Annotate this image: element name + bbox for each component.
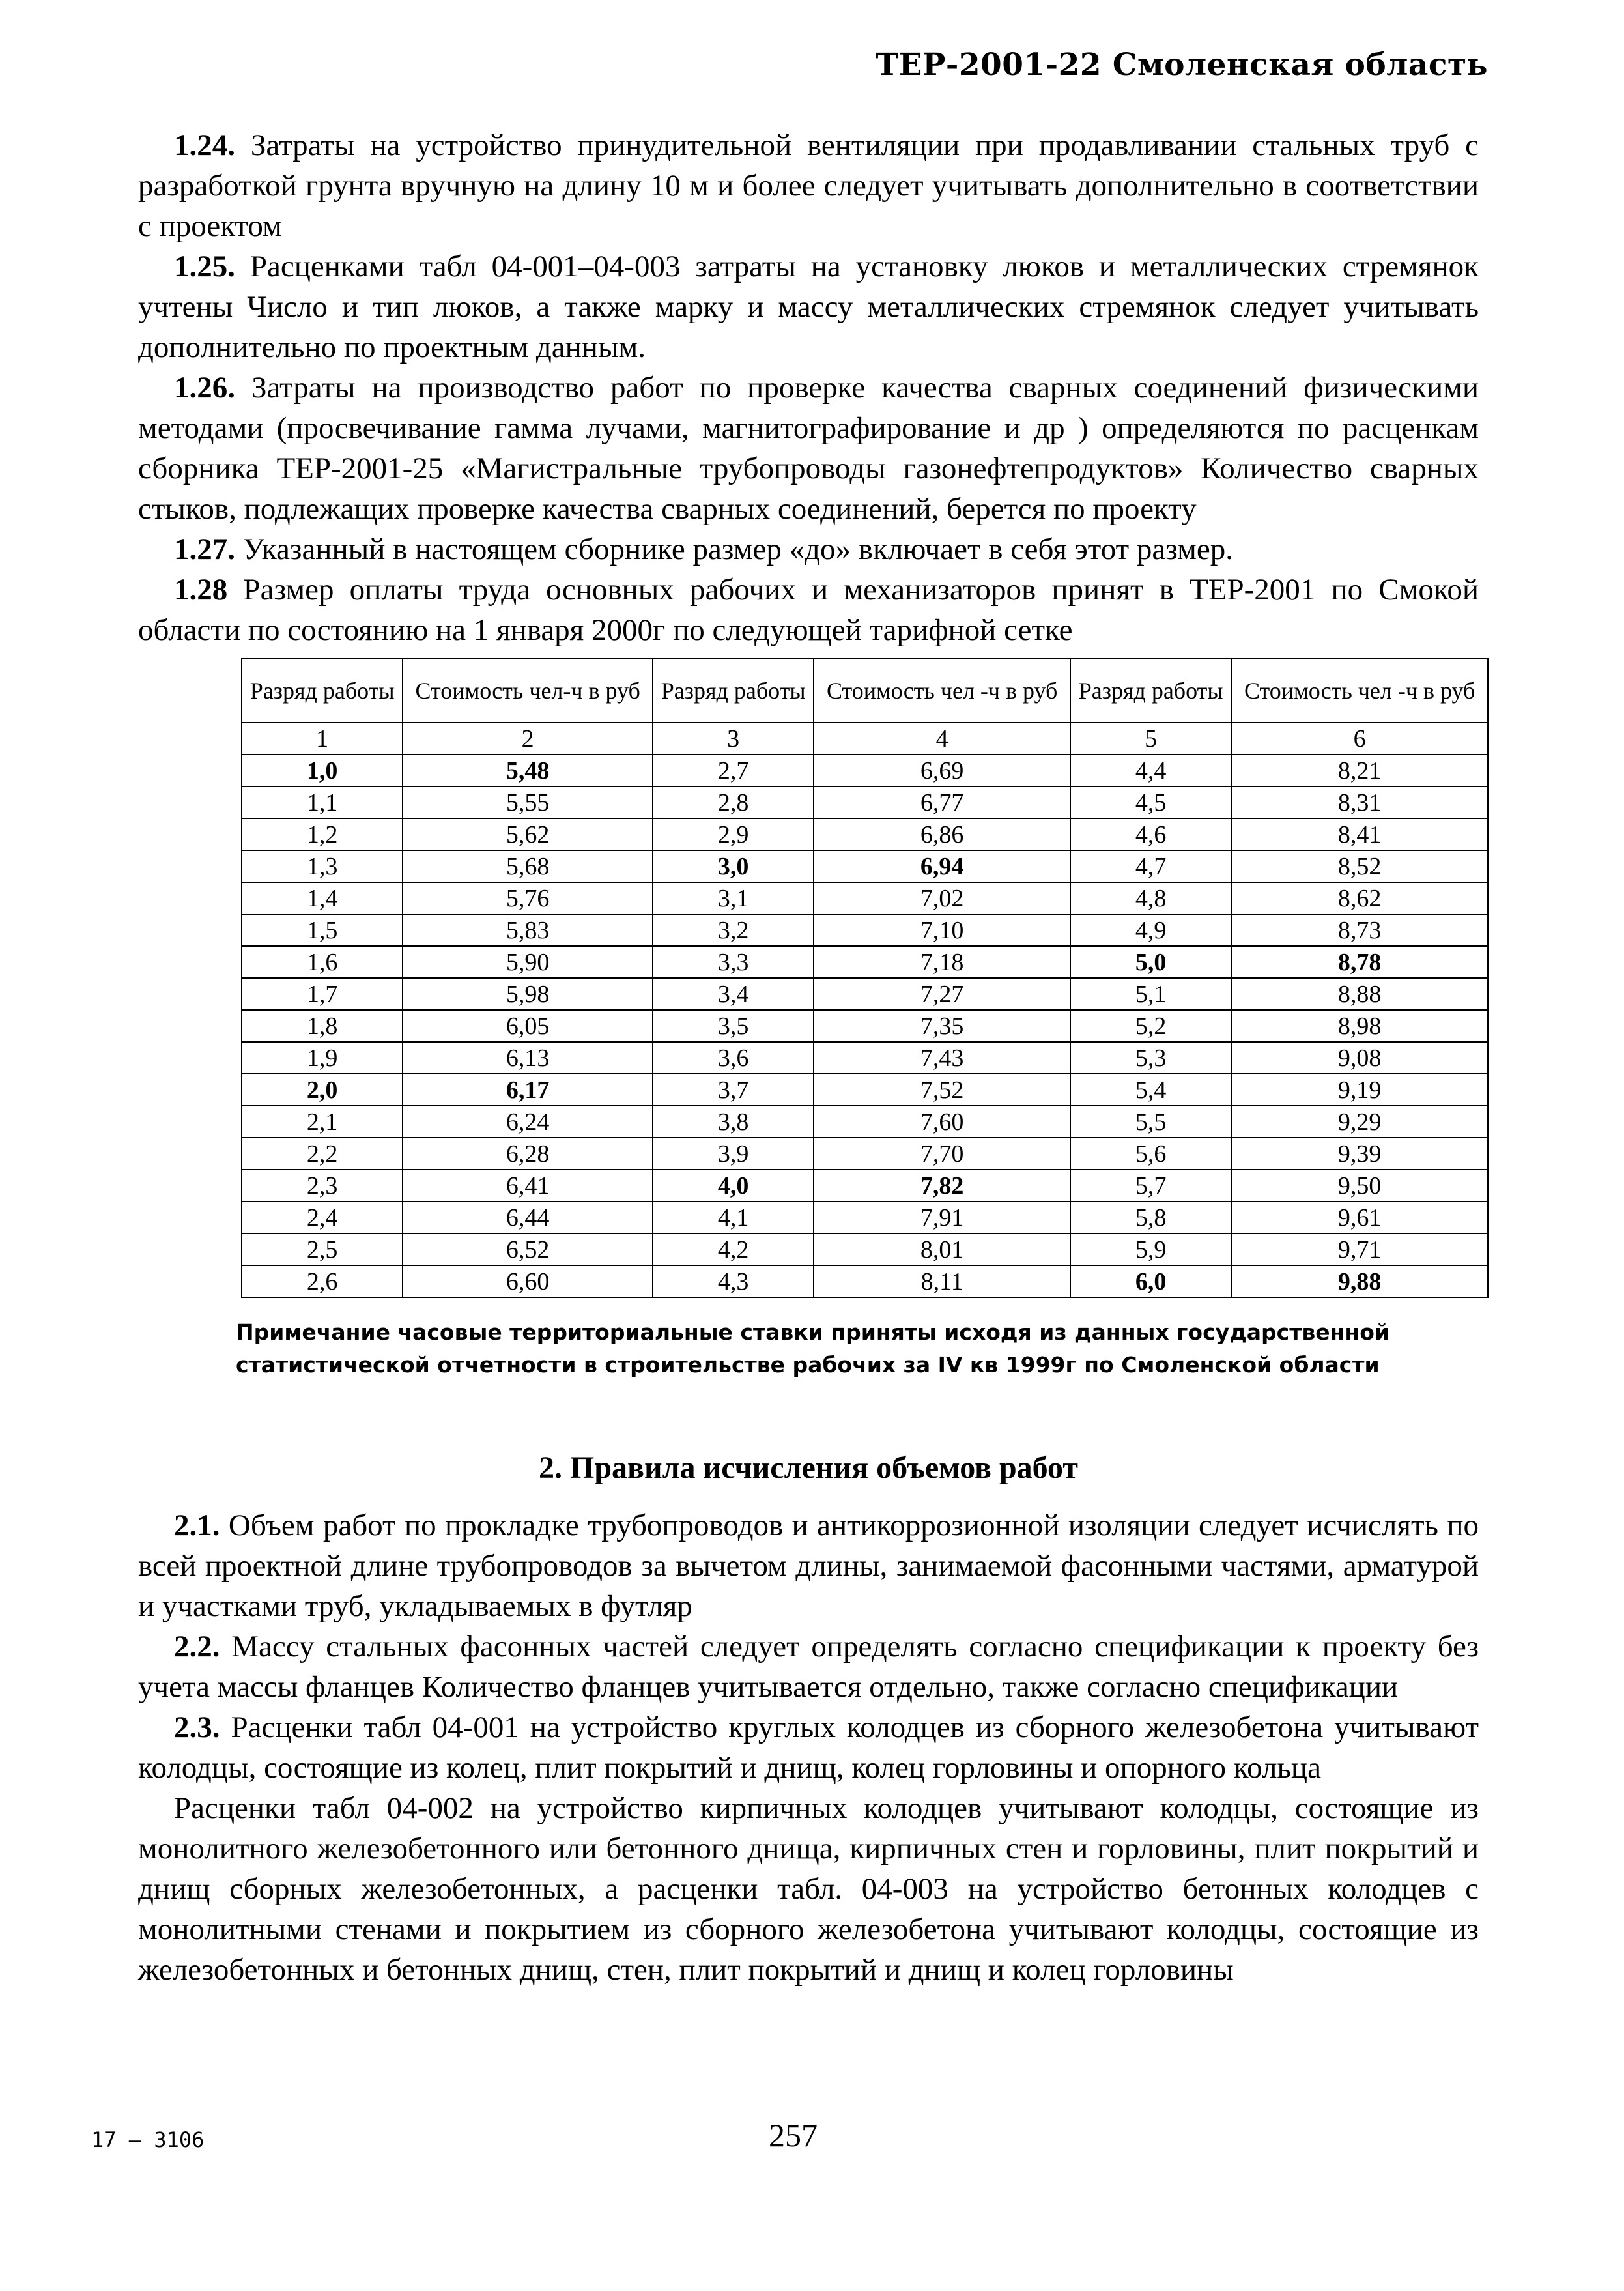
table-cell: 9,08 <box>1231 1042 1488 1074</box>
table-cell: 2,2 <box>242 1138 403 1170</box>
table-cell: 5,83 <box>403 914 653 946</box>
page-header: ТЕР-2001-22 Смоленская область <box>876 47 1488 83</box>
table-cell: 2,0 <box>242 1074 403 1106</box>
table-row <box>242 946 1488 978</box>
table-cell: 3,4 <box>653 978 814 1010</box>
table-cell: 3,0 <box>653 850 814 882</box>
table-cell: 3,7 <box>653 1074 814 1106</box>
table-cell: 1,6 <box>242 946 403 978</box>
table-row <box>242 978 1488 1010</box>
table-cell: 5,1 <box>1070 978 1231 1010</box>
paragraph-text: Указанный в настоящем сборнике размер «до» включает в себя этот размер. <box>242 532 1233 566</box>
table-cell: 8,41 <box>1231 818 1488 850</box>
paragraph-text: Расценками табл 04-001–04-003 затраты на установку люков и металлических стремянок учтены Число и тип люков, а также марку и массу металлических стремянок следует учитывать дополнительно по проектным данным. <box>138 250 1479 364</box>
table-cell: 8,78 <box>1231 946 1488 978</box>
table-cell: 1,0 <box>242 755 403 786</box>
table-cell: 4,2 <box>653 1233 814 1265</box>
table-cell: 7,60 <box>814 1106 1070 1138</box>
paragraph-number: 1.25. <box>174 250 235 283</box>
table-cell: 2,6 <box>242 1265 403 1297</box>
table-header-row <box>242 659 1488 723</box>
table-cell: 9,29 <box>1231 1106 1488 1138</box>
table-cell: 4,4 <box>1070 755 1231 786</box>
table-cell: 9,39 <box>1231 1138 1488 1170</box>
page-number: 257 <box>769 2117 818 2154</box>
table-cell: 2,3 <box>242 1170 403 1202</box>
table-cell: 8,88 <box>1231 978 1488 1010</box>
table-row <box>242 1138 1488 1170</box>
table-cell: 5,90 <box>403 946 653 978</box>
table-cell: 4,1 <box>653 1202 814 1233</box>
table-cell: 5,0 <box>1070 946 1231 978</box>
table-index-row <box>242 723 1488 755</box>
table-cell: 2,1 <box>242 1106 403 1138</box>
table-cell: 5,68 <box>403 850 653 882</box>
table-row <box>242 1010 1488 1042</box>
footer-code: 17 – 3106 <box>91 2127 205 2152</box>
column-index: 4 <box>814 723 1070 755</box>
table-cell: 8,01 <box>814 1233 1070 1265</box>
table-cell: 6,44 <box>403 1202 653 1233</box>
paragraph-1-24 <box>138 125 1479 246</box>
table-cell: 6,17 <box>403 1074 653 1106</box>
paragraph-text: Расценки табл 04-001 на устройство круглых колодцев из сборного железобетона учитывают колодцы, состоящие из колец, плит покрытий и днищ, колец горловины и опорного кольца <box>138 1710 1479 1785</box>
table-row <box>242 914 1488 946</box>
paragraph-1-25 <box>138 246 1479 367</box>
table-cell: 4,7 <box>1070 850 1231 882</box>
paragraph-1-26 <box>138 367 1479 529</box>
table-row <box>242 1265 1488 1297</box>
section-heading: 2. Правила исчисления объемов работ <box>539 1450 1078 1485</box>
paragraph-2-3 <box>138 1707 1479 1788</box>
table-cell: 1,9 <box>242 1042 403 1074</box>
paragraph-2-1 <box>138 1505 1479 1626</box>
column-header: Разряд работы <box>1070 659 1231 723</box>
table-cell: 3,6 <box>653 1042 814 1074</box>
table-cell: 8,62 <box>1231 882 1488 914</box>
paragraph-number: 2.1. <box>174 1508 220 1542</box>
table-cell: 2,5 <box>242 1233 403 1265</box>
table-row <box>242 755 1488 786</box>
table-cell: 8,98 <box>1231 1010 1488 1042</box>
table-cell: 7,82 <box>814 1170 1070 1202</box>
table-note: Примечание часовые территориальные ставки приняты исходя из данных государственной статистической отчетности в строительстве рабочих за IV кв 1999г по Смоленской области <box>236 1319 1390 1377</box>
table-cell: 6,05 <box>403 1010 653 1042</box>
table-cell: 5,2 <box>1070 1010 1231 1042</box>
table-cell: 7,02 <box>814 882 1070 914</box>
table-row <box>242 1042 1488 1074</box>
column-header: Стоимость чел -ч в руб <box>814 659 1070 723</box>
table-cell: 8,52 <box>1231 850 1488 882</box>
table-cell: 6,86 <box>814 818 1070 850</box>
paragraph-text: Размер оплаты труда основных рабочих и механизаторов принят в ТЕР-2001 по Смокой области по состоянию на 1 января 2000г по следующей тарифной сетке <box>138 573 1479 647</box>
paragraph-text: Затраты на производство работ по проверке качества сварных соединений физическими методами (просвечивание гамма лучами, магнитографирование и др ) определяются по расценкам сборника ТЕР-2001-25 «Магистральные трубопроводы газонефтепродуктов» Количество сварных стыков, подлежащих проверке качества сварных соединений, берется по проекту <box>138 371 1479 526</box>
paragraph-number: 1.27. <box>174 532 235 566</box>
paragraph-number: 1.24. <box>174 128 235 162</box>
table-row <box>242 882 1488 914</box>
table-cell: 1,3 <box>242 850 403 882</box>
column-header: Стоимость чел-ч в руб <box>403 659 653 723</box>
table-cell: 9,50 <box>1231 1170 1488 1202</box>
table-cell: 7,18 <box>814 946 1070 978</box>
table-cell: 1,2 <box>242 818 403 850</box>
table-cell: 1,1 <box>242 786 403 818</box>
paragraph-1-28 <box>138 569 1479 650</box>
table-cell: 2,8 <box>653 786 814 818</box>
paragraph-1-27 <box>138 529 1479 569</box>
table-cell: 3,9 <box>653 1138 814 1170</box>
table-row <box>242 786 1488 818</box>
table-cell: 8,21 <box>1231 755 1488 786</box>
table-cell: 7,43 <box>814 1042 1070 1074</box>
table-cell: 6,60 <box>403 1265 653 1297</box>
paragraph-2-3-cont <box>138 1788 1479 1990</box>
table-cell: 7,91 <box>814 1202 1070 1233</box>
table-cell: 6,28 <box>403 1138 653 1170</box>
table-cell: 4,3 <box>653 1265 814 1297</box>
table-cell: 1,8 <box>242 1010 403 1042</box>
table-cell: 5,6 <box>1070 1138 1231 1170</box>
table-cell: 4,5 <box>1070 786 1231 818</box>
table-cell: 3,3 <box>653 946 814 978</box>
table-cell: 1,7 <box>242 978 403 1010</box>
table-cell: 1,4 <box>242 882 403 914</box>
table-cell: 6,13 <box>403 1042 653 1074</box>
column-index: 1 <box>242 723 403 755</box>
paragraph-number: 2.3. <box>174 1710 220 1744</box>
paragraph-number: 1.28 <box>174 573 228 607</box>
table-cell: 9,61 <box>1231 1202 1488 1233</box>
table-cell: 7,27 <box>814 978 1070 1010</box>
table-cell: 5,4 <box>1070 1074 1231 1106</box>
column-index: 2 <box>403 723 653 755</box>
paragraph-number: 1.26. <box>174 371 235 405</box>
table-cell: 4,8 <box>1070 882 1231 914</box>
table-row <box>242 1202 1488 1233</box>
table-cell: 5,9 <box>1070 1233 1231 1265</box>
table-cell: 5,7 <box>1070 1170 1231 1202</box>
table-cell: 8,31 <box>1231 786 1488 818</box>
table-cell: 4,0 <box>653 1170 814 1202</box>
paragraph-2-2 <box>138 1626 1479 1707</box>
table-cell: 5,76 <box>403 882 653 914</box>
paragraph-text: Объем работ по прокладке трубопроводов и антикоррозионной изоляции следует исчислять по всей проектной длине трубопроводов за вычетом длины, занимаемой фасонными частями, арматурой и участками труб, укладываемых в футляр <box>138 1508 1479 1623</box>
paragraph-text: Массу стальных фасонных частей следует определять согласно спецификации к проекту без учета массы фланцев Количество фланцев учитывается отдельно, также согласно спецификации <box>138 1630 1479 1704</box>
column-header: Разряд работы <box>653 659 814 723</box>
table-cell: 7,52 <box>814 1074 1070 1106</box>
table-cell: 5,3 <box>1070 1042 1231 1074</box>
table-cell: 6,24 <box>403 1106 653 1138</box>
table-cell: 9,88 <box>1231 1265 1488 1297</box>
column-header: Разряд работы <box>242 659 403 723</box>
table-cell: 6,0 <box>1070 1265 1231 1297</box>
table-body <box>242 755 1488 1297</box>
table-cell: 3,8 <box>653 1106 814 1138</box>
table-cell: 6,94 <box>814 850 1070 882</box>
table-cell: 2,9 <box>653 818 814 850</box>
table-row <box>242 1170 1488 1202</box>
table-cell: 1,5 <box>242 914 403 946</box>
table-cell: 7,35 <box>814 1010 1070 1042</box>
table-cell: 5,55 <box>403 786 653 818</box>
table-cell: 6,69 <box>814 755 1070 786</box>
table-cell: 4,6 <box>1070 818 1231 850</box>
table-cell: 2,7 <box>653 755 814 786</box>
table-cell: 6,77 <box>814 786 1070 818</box>
table-cell: 3,1 <box>653 882 814 914</box>
table-row <box>242 1233 1488 1265</box>
table-cell: 9,71 <box>1231 1233 1488 1265</box>
table-cell: 2,4 <box>242 1202 403 1233</box>
table-cell: 5,8 <box>1070 1202 1231 1233</box>
bottom-paragraphs <box>138 1505 1479 1990</box>
table-row <box>242 850 1488 882</box>
table-cell: 8,11 <box>814 1265 1070 1297</box>
column-index: 5 <box>1070 723 1231 755</box>
table-cell: 3,5 <box>653 1010 814 1042</box>
table-cell: 7,70 <box>814 1138 1070 1170</box>
paragraph-number: 2.2. <box>174 1630 220 1664</box>
table-row <box>242 1106 1488 1138</box>
table-row <box>242 1074 1488 1106</box>
column-header: Стоимость чел -ч в руб <box>1231 659 1488 723</box>
column-index: 3 <box>653 723 814 755</box>
top-paragraphs <box>138 125 1479 650</box>
table-cell: 7,10 <box>814 914 1070 946</box>
table-cell: 5,48 <box>403 755 653 786</box>
table-cell: 3,2 <box>653 914 814 946</box>
table-cell: 9,19 <box>1231 1074 1488 1106</box>
table-cell: 6,52 <box>403 1233 653 1265</box>
tariff-table <box>241 658 1489 1298</box>
table-cell: 4,9 <box>1070 914 1231 946</box>
table-row <box>242 818 1488 850</box>
paragraph-text: Расценки табл 04-002 на устройство кирпичных колодцев учитывают колодцы, состоящие из монолитного железобетонного или бетонного днища, кирпичных стен и горловины, плит покрытий и днищ сборных железобетонных, а расценки табл. 04-003 на устройство бетонных колодцев с монолитными стенами и покрытием из сборного железобетона учитывают колодцы, состоящие из железобетонных и бетонных днищ, стен, плит покрытий и днищ и колец горловины <box>138 1791 1479 1987</box>
column-index: 6 <box>1231 723 1488 755</box>
table-cell: 5,5 <box>1070 1106 1231 1138</box>
paragraph-text: Затраты на устройство принудительной вентиляции при продавливании стальных труб с разработкой грунта вручную на длину 10 м и более следует учитывать дополнительно в соответствии с проектом <box>138 128 1479 243</box>
table-cell: 8,73 <box>1231 914 1488 946</box>
table-cell: 5,62 <box>403 818 653 850</box>
table-cell: 6,41 <box>403 1170 653 1202</box>
table-cell: 5,98 <box>403 978 653 1010</box>
